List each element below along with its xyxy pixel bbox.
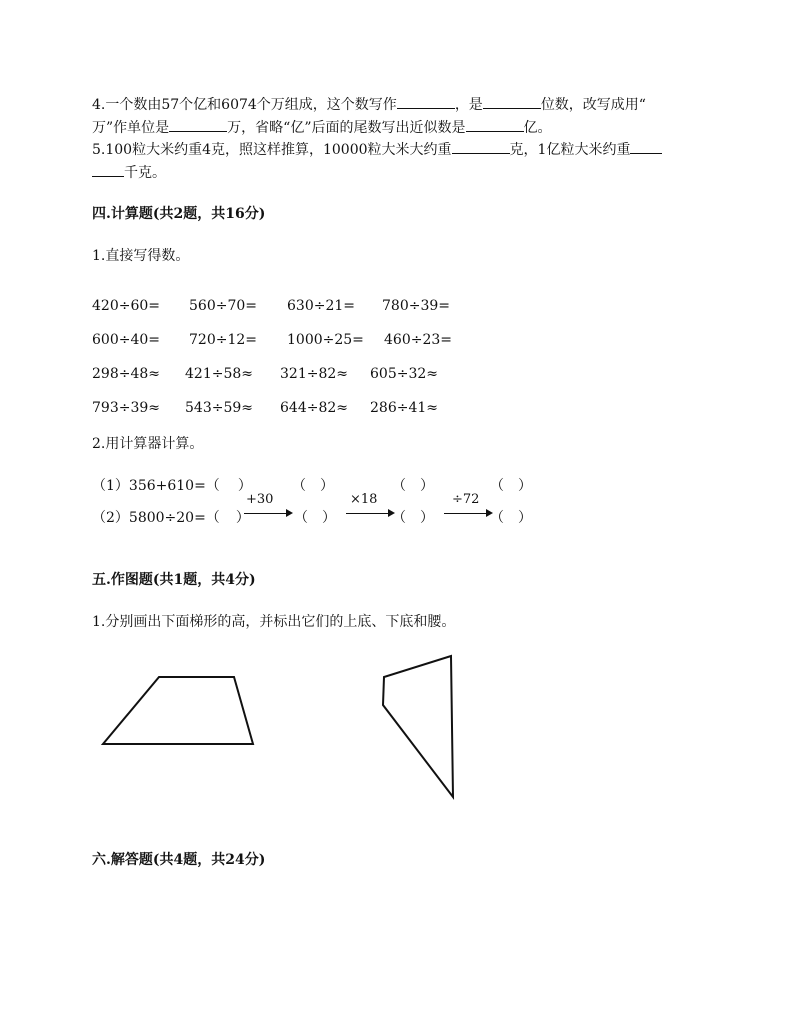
answer-blank[interactable] [92, 164, 124, 177]
q4-text-e: 万，省略“亿”后面的尾数写出近似数是 [227, 120, 466, 136]
arrow-label: ÷72 [452, 492, 480, 507]
answer-blank[interactable] [452, 141, 510, 154]
answer-blank[interactable] [169, 119, 227, 132]
calc-item: 286÷41≈ [370, 400, 438, 416]
answer-blank[interactable] [630, 141, 662, 154]
paren-close: ） [235, 510, 250, 526]
section-title: 五.作图题(共1题，共4分) [92, 572, 256, 588]
calc-item: 600÷40= [92, 332, 160, 348]
calc-item: 298÷48≈ [92, 366, 160, 382]
calc2-row1-label: （1）356+610=（ [92, 478, 220, 494]
q4-line1 [92, 94, 646, 114]
arrow-head-icon [286, 509, 293, 517]
trapezoid-1 [103, 677, 253, 744]
arrow-label: ×18 [350, 492, 378, 507]
arrow-label: +30 [246, 492, 274, 507]
section-title: 四.计算题(共2题，共16分) [92, 206, 266, 222]
answer-paren[interactable]: （ ） [490, 510, 532, 526]
q5-text-b: 克，1亿粒大米约重 [509, 142, 631, 158]
q5-line1 [92, 139, 662, 159]
q5-line2 [92, 162, 166, 182]
arrow-line [444, 513, 488, 514]
q4-text-a: 4.一个数由57个亿和6074个万组成，这个数写作 [92, 97, 397, 113]
trapezoid-2 [383, 656, 453, 797]
arrow-op [346, 494, 396, 518]
calc-item: 644÷82≈ [280, 400, 348, 416]
calc-item: 1000÷25= [287, 332, 364, 348]
calc2-row1 [92, 475, 252, 495]
answer-paren[interactable]: （ ） [392, 510, 434, 526]
arrow-line [346, 513, 390, 514]
answer-paren[interactable]: （ ） [490, 478, 532, 494]
calc-item: 605÷32≈ [370, 366, 438, 382]
answer-blank[interactable] [483, 96, 541, 109]
q4-text-b: ，是 [454, 97, 483, 113]
calc2-row2 [92, 507, 250, 527]
q4-text-c: 位数，改写成用“ [540, 97, 646, 113]
calc-item: 793÷39≈ [92, 400, 160, 416]
calc-item: 560÷70= [189, 298, 257, 314]
q4-text-d: 万”作单位是 [92, 120, 170, 136]
answer-blank[interactable] [397, 96, 455, 109]
answer-blank[interactable] [466, 119, 524, 132]
calc-item: 543÷59≈ [185, 400, 253, 416]
paren-close: ） [237, 478, 252, 494]
calc-item: 420÷60= [92, 298, 160, 314]
calc-item: 321÷82≈ [280, 366, 348, 382]
calc2-row2-label: （2）5800÷20=（ [92, 510, 220, 526]
arrow-op [244, 494, 294, 518]
arrow-line [244, 513, 288, 514]
calc-item: 630÷21= [287, 298, 355, 314]
calc-item: 780÷39= [382, 298, 450, 314]
question-title: 2.用计算器计算。 [92, 436, 204, 452]
calc-item: 460÷23= [384, 332, 452, 348]
q4-line2 [92, 117, 552, 137]
answer-paren[interactable]: （ ） [292, 478, 334, 494]
arrow-op [444, 494, 494, 518]
question-title: 1.直接写得数。 [92, 248, 190, 264]
calc-item: 720÷12= [189, 332, 257, 348]
q5-text-a: 5.100粒大米约重4克，照这样推算，10000粒大米大约重 [92, 142, 452, 158]
question-title: 1.分别画出下面梯形的高，并标出它们的上底、下底和腰。 [92, 614, 456, 630]
q4-text-f: 亿。 [523, 120, 552, 136]
calc-item: 421÷58≈ [185, 366, 253, 382]
q5-text-c: 千克。 [124, 165, 166, 181]
section-title: 六.解答题(共4题，共24分) [92, 852, 266, 868]
answer-paren[interactable]: （ ） [392, 478, 434, 494]
answer-paren[interactable]: （ ） [294, 510, 336, 526]
